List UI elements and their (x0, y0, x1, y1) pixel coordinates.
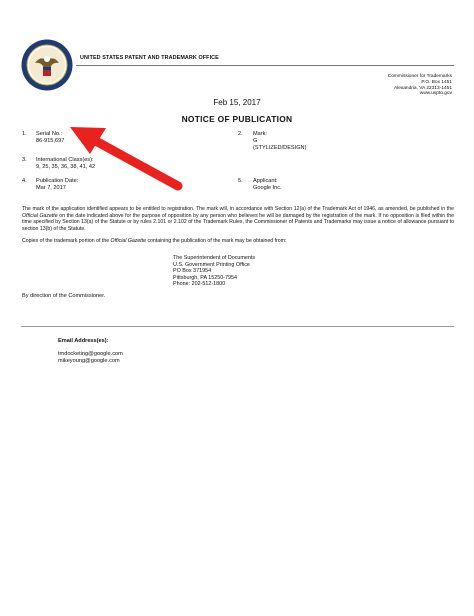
serial-label: Serial No.: (36, 131, 63, 137)
address-link[interactable]: www.uspto.gov (419, 91, 452, 97)
publication-paragraph (22, 206, 454, 232)
gpo-line: Pittsburgh, PA 15250-7954 (173, 274, 238, 281)
field-number: 3. (22, 157, 27, 163)
classes-label: International Class(es): (36, 157, 94, 163)
serial-value: 86-915,697 (36, 137, 65, 144)
section-divider (21, 326, 454, 327)
field-number: 4. (22, 178, 27, 184)
paragraph-text: Copies of the trademark portion of the (22, 238, 111, 244)
uspto-seal-logo (21, 39, 73, 91)
email-address[interactable]: mikeyoung@google.com (58, 357, 120, 364)
email-label: Email Address(es): (58, 338, 109, 344)
notice-title: NOTICE OF PUBLICATION (181, 114, 293, 124)
email-list (58, 351, 123, 365)
office-name: UNITED STATES PATENT AND TRADEMARK OFFICE (80, 55, 219, 61)
address-line: Commissioner for Trademarks (387, 74, 452, 79)
pubdate-label: Publication Date: (36, 178, 79, 184)
address-line: P.O. Box 1451 (421, 79, 452, 85)
applicant-block (253, 178, 282, 192)
gazette-title: Official Gazette (110, 238, 146, 244)
notice-date: Feb 15, 2017 (213, 98, 261, 107)
gpo-line: The Superintendent of Documents (173, 255, 256, 261)
gpo-line: U.S. Government Printing Office (173, 261, 250, 268)
field-number: 2. (238, 131, 243, 137)
email-address[interactable]: tmdocketing@google.com (58, 351, 123, 357)
mark-value: G (253, 137, 258, 144)
pubdate-value: Mar 7, 2017 (36, 184, 66, 191)
gpo-address (173, 255, 255, 288)
header-rule (76, 65, 454, 66)
mark-block (253, 131, 306, 151)
red-arrow-annotation (60, 122, 185, 194)
field-number: 5. (238, 178, 243, 184)
closing-line: By direction of the Commissioner. (22, 293, 106, 299)
gpo-line: Phone: 202-512-1800 (173, 281, 226, 288)
classes-value: 9, 25, 35, 36, 38, 41, 42 (36, 163, 96, 170)
commissioner-address (388, 74, 452, 97)
mark-label: Mark: (253, 131, 267, 137)
paragraph-text: on the date indicated above for the purpose of opposition by any person who believes he will be damaged by the registration of the mark. If no opposition is filed within the time specified by Section 13(a) of the Statute or by rules 2.101 or 2.102 of the Trademark Rules, the Commissioner of Patents and Trademarks may issue a notice of allowance pursuant to section 13(b) of the Statute. (22, 212, 454, 232)
paragraph-text: containing the publication of the mark may be obtained from: (146, 238, 287, 244)
mark-type: (STYLIZED/DESIGN) (253, 144, 307, 151)
field-number: 1. (22, 131, 27, 137)
copies-paragraph (22, 238, 454, 245)
gazette-title: Official Gazette (22, 212, 58, 219)
gpo-line: PO Box 371954 (173, 268, 212, 275)
applicant-label: Applicant: (253, 178, 278, 184)
address-line: Alexandria, VA 22313-1451 (393, 85, 452, 91)
applicant-value: Google Inc. (253, 184, 282, 191)
paragraph-text: The mark of the application identified appears to be entitled to registration. The mark will, in accordance with Section 12(a) of the Trademark Act of 1946, as amended, be published in the (22, 206, 454, 212)
